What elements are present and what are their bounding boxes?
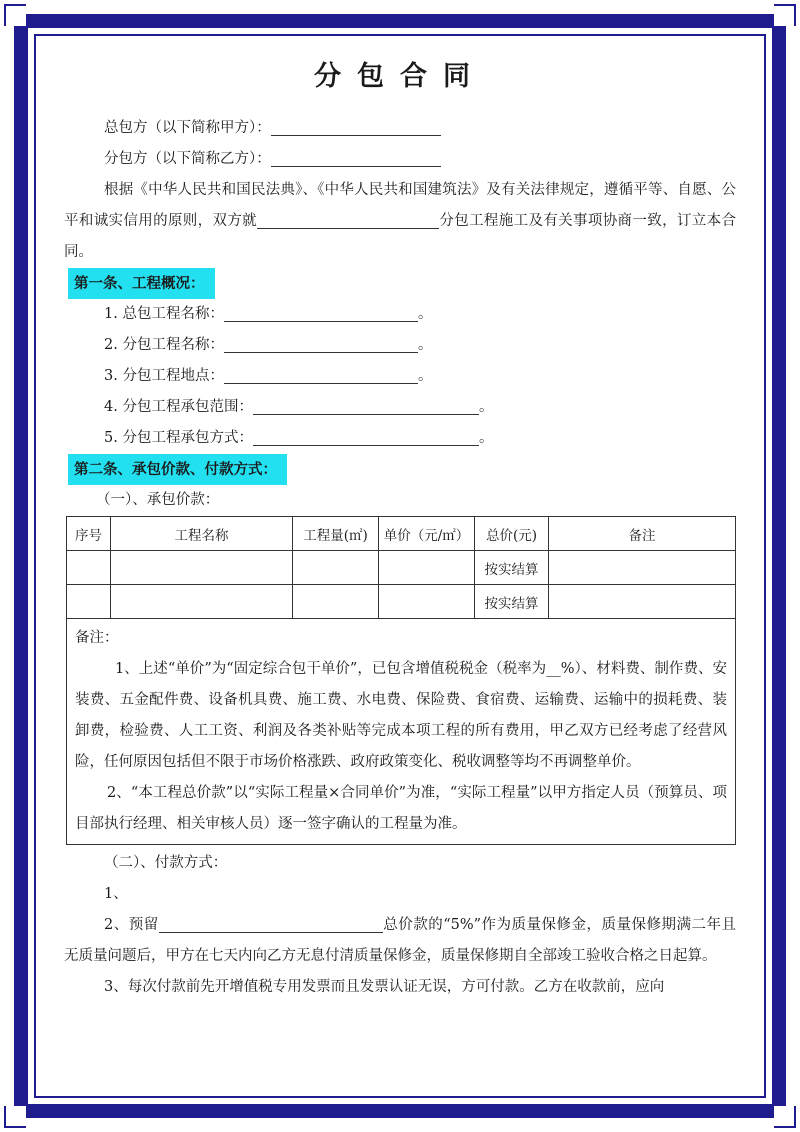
- table-cell[interactable]: [111, 551, 293, 585]
- table-cell[interactable]: [67, 551, 111, 585]
- subcontract-project-name-blank[interactable]: [224, 334, 418, 353]
- intro-text-2: 分包工程施工及有关事项协商一致，订立本合同。: [64, 213, 736, 260]
- table-cell[interactable]: [111, 585, 293, 619]
- article1-item-label: 1. 总包工程名称：: [104, 306, 224, 322]
- table-header-cell: 序号: [67, 517, 111, 551]
- notes-label: 备注：: [75, 630, 119, 646]
- table-cell: 按实结算: [475, 551, 549, 585]
- table-header-cell: 单价（元/㎡）: [379, 517, 475, 551]
- table-cell[interactable]: [293, 585, 379, 619]
- payment-item-2: [64, 910, 736, 972]
- section-contract-price: （一）、承包价款：: [96, 492, 220, 508]
- party-a-line: [64, 113, 736, 144]
- payment-item-2-text-2: 总价款的“5%”作为质量保修金，质量保修期满二年且无质量问题后，甲方在七天内向乙方无息付清质量保修金，质量保修期自全部竣工验收合格之日起算。: [64, 917, 736, 964]
- intro-project-blank[interactable]: [257, 210, 439, 229]
- article1-item-end: 。: [478, 430, 494, 446]
- table-cell: 按实结算: [475, 585, 549, 619]
- intro-text-1: 根据《中华人民共和国民法典》、《中华人民共和国建筑法》及有关法律规定，遵循平等、自愿、公平和诚实信用的原则，双方就: [64, 182, 736, 229]
- party-b-blank[interactable]: [271, 148, 441, 167]
- article1-item-end: 。: [417, 337, 433, 353]
- article1-item: [64, 392, 736, 423]
- table-header-cell: 总价(元): [475, 517, 549, 551]
- table-header-cell: 工程量(㎡): [293, 517, 379, 551]
- article2-heading: 第二条、承包价款、付款方式：: [68, 454, 287, 485]
- party-b-line: [64, 144, 736, 175]
- article1-item-label: 3. 分包工程地点：: [104, 368, 224, 384]
- article1-item-label: 2. 分包工程名称：: [104, 337, 224, 353]
- article1-item-label: 5. 分包工程承包方式：: [104, 430, 253, 446]
- article1-item-end: 。: [478, 399, 494, 415]
- article2-heading-row: [64, 454, 736, 485]
- page-title: 分包合同: [314, 61, 486, 92]
- table-cell[interactable]: [549, 585, 736, 619]
- table-header-row: [67, 517, 736, 551]
- document-body: [64, 40, 736, 1003]
- article1-heading: 第一条、工程概况：: [68, 268, 215, 299]
- article1-item: [64, 361, 736, 392]
- table-cell[interactable]: [67, 585, 111, 619]
- article1-item-end: 。: [417, 306, 433, 322]
- payment-item-2-text-1: 2、预留: [104, 917, 159, 933]
- corner-ornament-top-right: [774, 4, 796, 26]
- note-2: 2、“本工程总价款”以“实际工程量×合同单价”为准，“实际工程量”以甲方指定人员（预算员、项目部执行经理、相关审核人员）逐一签字确认的工程量为准。: [75, 785, 727, 832]
- subcontract-method-blank[interactable]: [253, 427, 479, 446]
- article1-heading-row: [64, 268, 736, 299]
- table-header-cell: 工程名称: [111, 517, 293, 551]
- table-row: [67, 585, 736, 619]
- general-project-name-blank[interactable]: [224, 303, 418, 322]
- corner-ornament-top-left: [4, 4, 26, 26]
- price-table: [66, 516, 736, 619]
- table-cell[interactable]: [293, 551, 379, 585]
- retention-amount-blank[interactable]: [159, 914, 383, 933]
- corner-ornament-bottom-left: [4, 1106, 26, 1128]
- table-cell[interactable]: [379, 551, 475, 585]
- subcontract-scope-blank[interactable]: [253, 396, 479, 415]
- article1-item: [64, 330, 736, 361]
- table-row: [67, 551, 736, 585]
- payment-item-1: 1、: [104, 886, 128, 902]
- party-a-blank[interactable]: [271, 117, 441, 136]
- table-cell[interactable]: [549, 551, 736, 585]
- section-payment-method: （二）、付款方式：: [104, 855, 228, 871]
- table-header-cell: 备注: [549, 517, 736, 551]
- party-a-label: 总包方（以下简称甲方）：: [104, 120, 271, 136]
- payment-item-3: 3、每次付款前先开增值税专用发票而且发票认证无误，方可付款。乙方在收款前，应向: [104, 979, 665, 995]
- article1-item-end: 。: [417, 368, 433, 384]
- table-cell[interactable]: [379, 585, 475, 619]
- article1-item: [64, 423, 736, 454]
- subcontract-location-blank[interactable]: [224, 365, 418, 384]
- intro-paragraph: [64, 175, 736, 268]
- party-b-label: 分包方（以下简称乙方）：: [104, 151, 271, 167]
- note-1: 1、上述“单价”为“固定综合包干单价”，已包含增值税税金（税率为__%）、材料费、制作费、安装费、五金配件费、设备机具费、施工费、水电费、保险费、食宿费、运输费、运输中的损耗费、装卸费，检验费、人工工资、利润及各类补贴等完成本项工程的所有费用，甲乙双方已经考虑了经营风险，任何原因包括但不限于市场价格涨跌、政府政策变化、税收调整等均不再调整单价。: [75, 661, 727, 770]
- price-notes-box: [66, 619, 736, 845]
- article1-item: [64, 299, 736, 330]
- corner-ornament-bottom-right: [774, 1106, 796, 1128]
- article1-item-label: 4. 分包工程承包范围：: [104, 399, 253, 415]
